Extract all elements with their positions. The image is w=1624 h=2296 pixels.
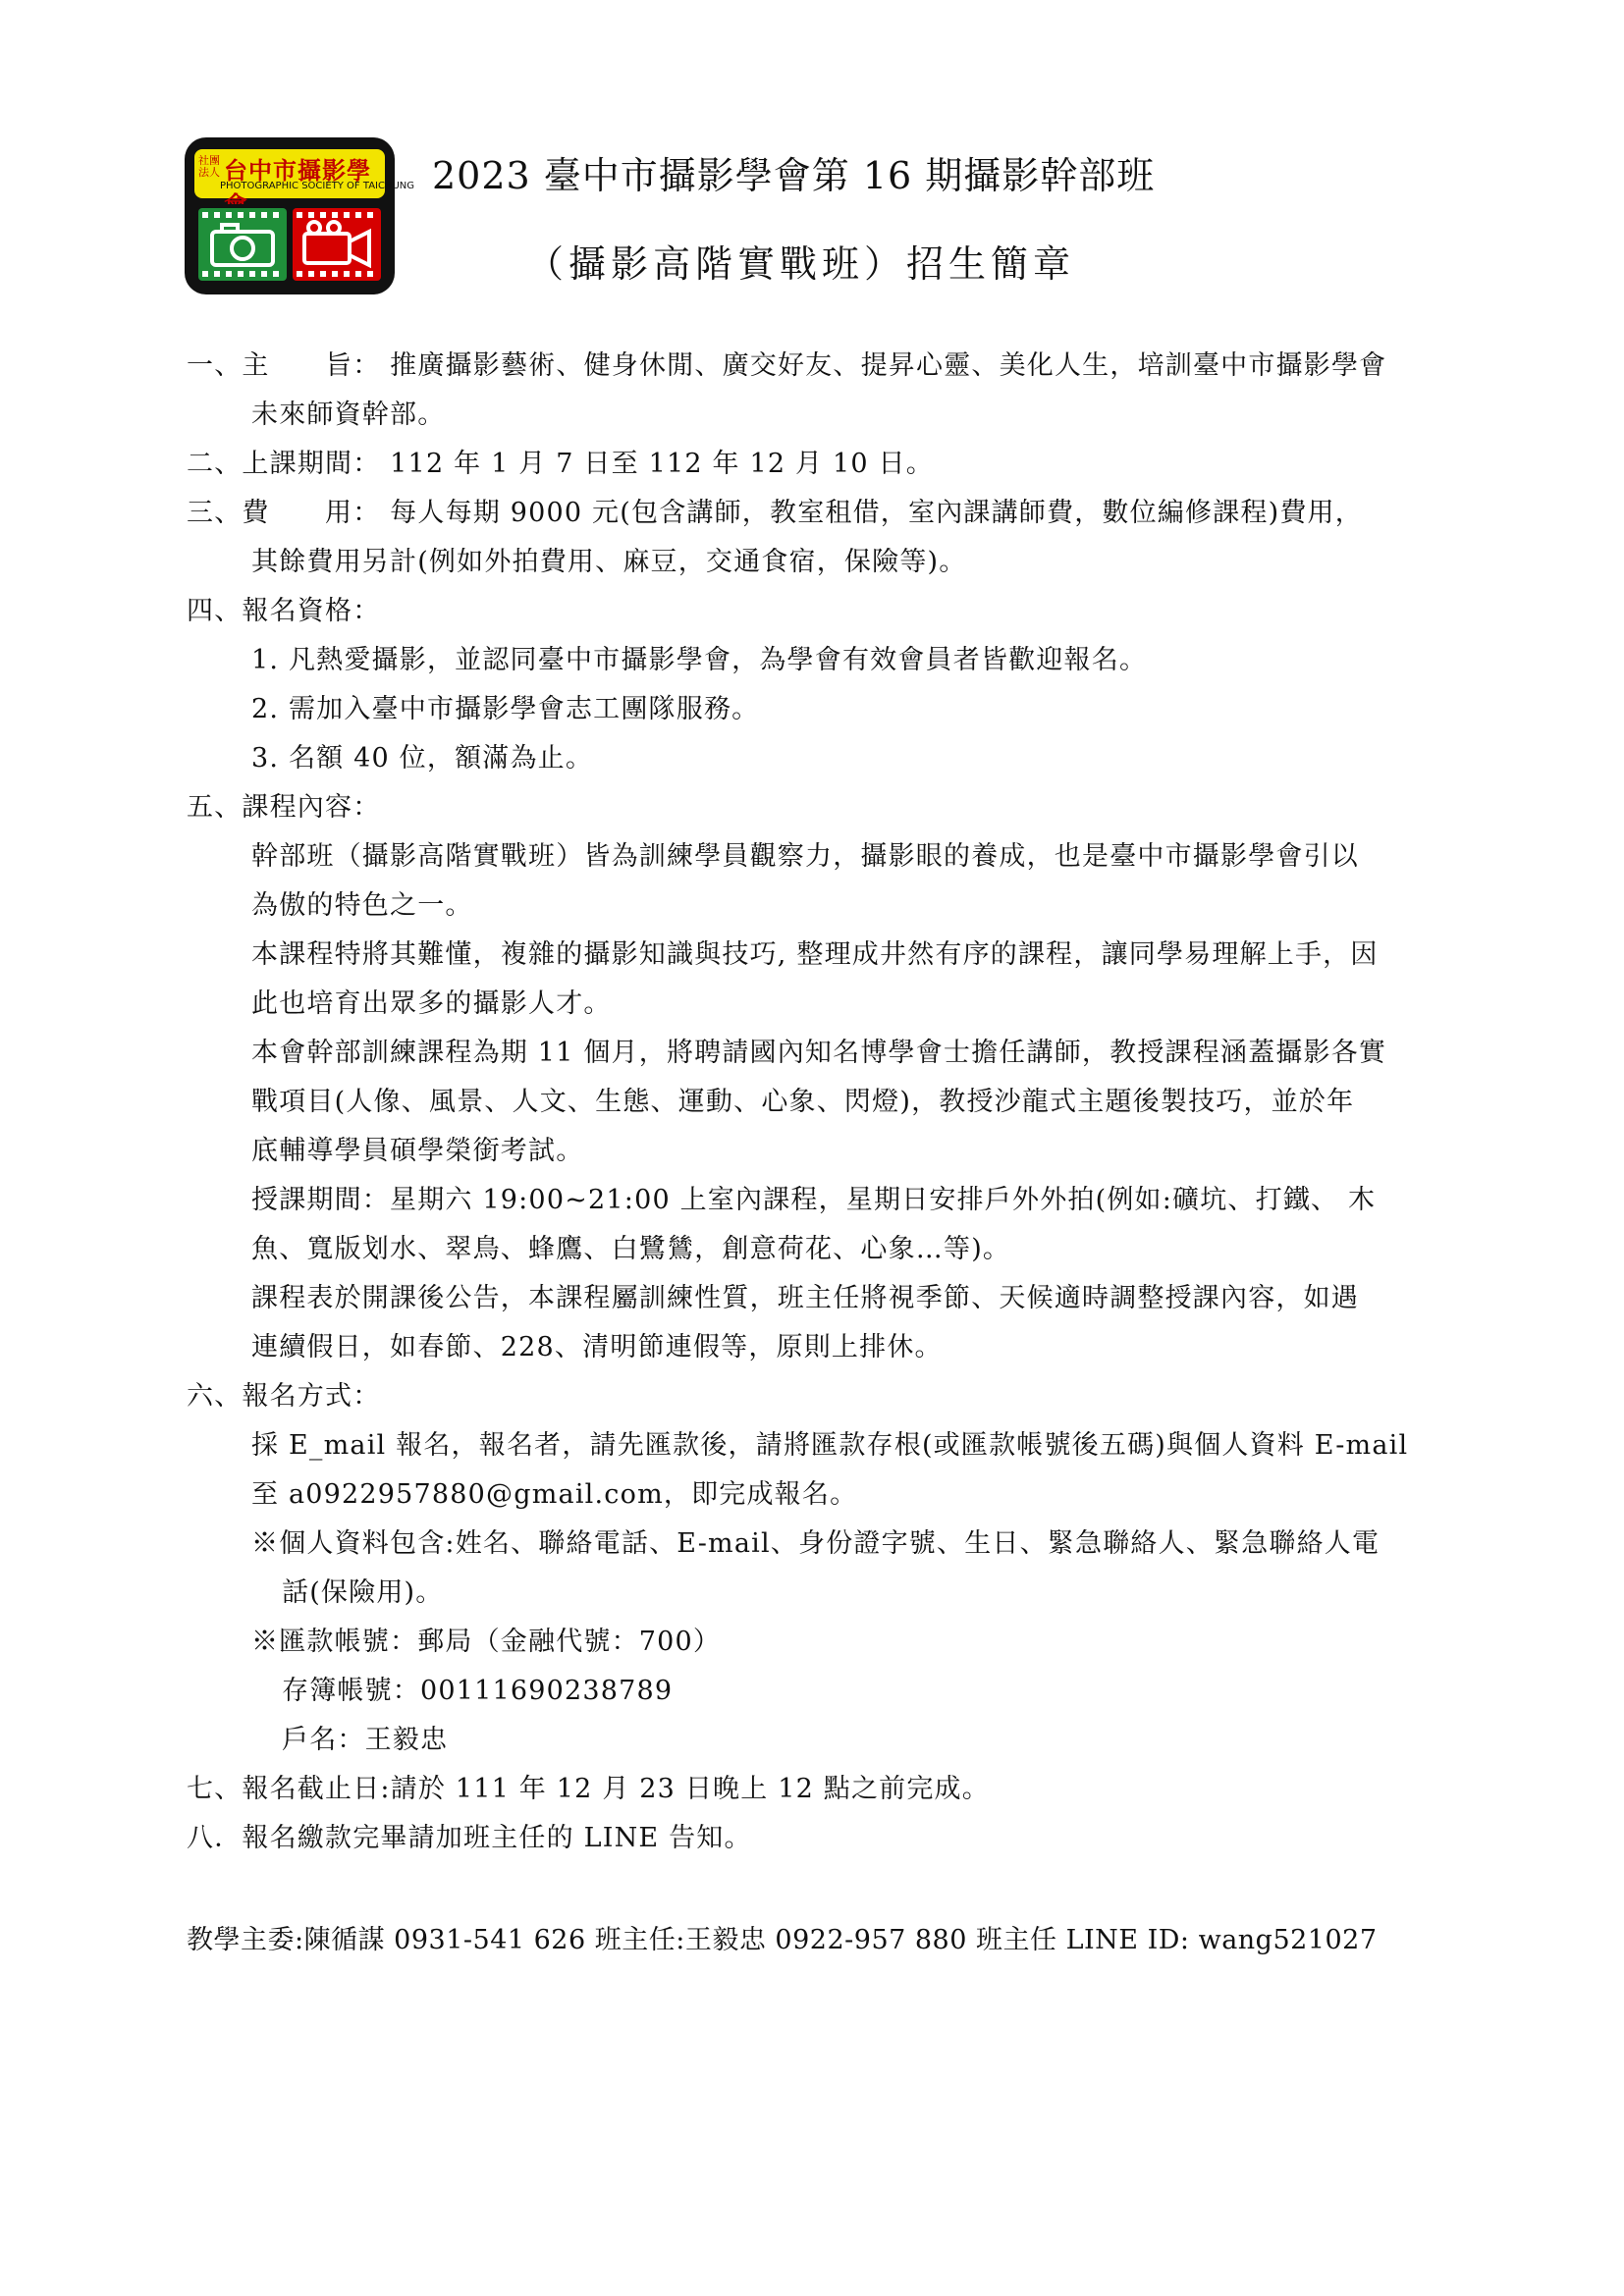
registration-account-holder: 戶名：王毅忠: [282, 1725, 449, 1755]
course-paragraph-5-cont: 連續假日，如春節、228、清明節連假等，原則上排休。: [251, 1332, 943, 1362]
section-registration: 六、報名方式：: [187, 1381, 381, 1412]
eligibility-item-3: 3. 名額 40 位，額滿為止。: [251, 743, 594, 774]
registration-paragraph-1-cont: 至 a0922957880@gmail.com，即完成報名。: [251, 1479, 858, 1510]
registration-paragraph-1: 採 E_mail 報名，報名者，請先匯款後，請將匯款存根(或匯款帳號後五碼)與個人資料 E-mail: [251, 1430, 1409, 1461]
eligibility-item-1: 1. 凡熱愛攝影，並認同臺中市攝影學會，為學會有效會員者皆歡迎報名。: [251, 645, 1148, 675]
course-paragraph-2: 本課程特將其難懂，複雜的攝影知識與技巧, 整理成井然有序的課程，讓同學易理解上手，因: [251, 939, 1379, 970]
course-paragraph-5: 課程表於開課後公告，本課程屬訓練性質，班主任將視季節、天候適時調整授課內容，如遇: [251, 1283, 1359, 1313]
film-strip-icon: [194, 204, 385, 285]
section-eligibility: 四、報名資格：: [187, 596, 381, 626]
logo-society-name: 台中市攝影學: [224, 157, 371, 185]
logo-org-type: 社團法人: [198, 154, 220, 179]
document-title-line2: （攝影高階實戰班）招生簡章: [526, 242, 1076, 286]
section-period: 二、上課期間： 112 年 1 月 7 日至 112 年 12 月 10 日。: [187, 449, 934, 479]
course-paragraph-4: 授課期間：星期六 19:00~21:00 上室內課程，星期日安排戶外外拍(例如:礦坑、打鐵、 木: [251, 1185, 1377, 1215]
registration-account-number: 存簿帳號：00111690238789: [282, 1676, 674, 1706]
section-deadline: 七、報名截止日:請於 111 年 12 月 23 日晚上 12 點之前完成。: [187, 1774, 990, 1804]
course-paragraph-1-cont: 為傲的特色之一。: [251, 890, 473, 921]
section-fee: 三、費 用： 每人每期 9000 元(包含講師，教室租借，室內課講師費，數位編修課程)費用，: [187, 498, 1363, 528]
course-paragraph-2-cont: 此也培育出眾多的攝影人才。: [251, 988, 612, 1019]
eligibility-item-2: 2. 需加入臺中市攝影學會志工團隊服務。: [251, 694, 760, 724]
section-purpose-cont: 未來師資幹部。: [251, 400, 446, 430]
section-purpose: 一、主 旨： 推廣攝影藝術、健身休閒、廣交好友、提昇心靈、美化人生，培訓臺中市攝影學會: [187, 350, 1387, 381]
section-line-notice: 八．報名繳款完畢請加班主任的 LINE 告知。: [187, 1823, 752, 1853]
registration-note-personal-info-cont: 話(保險用)。: [282, 1577, 444, 1608]
course-paragraph-4-cont: 魚、寬版划水、翠鳥、蜂鷹、白鷺鷥，創意荷花、心象…等)。: [251, 1234, 1011, 1264]
registration-note-personal-info: ※個人資料包含:姓名、聯絡電話、E-mail、身份證字號、生日、緊急聯絡人、緊急聯絡人電: [251, 1528, 1380, 1559]
logo-english-name: PHOTOGRAPHIC SOCIETY OF TAICHUNG: [220, 181, 415, 191]
document-title-line1: 2023 臺中市攝影學會第 16 期攝影幹部班: [432, 154, 1156, 197]
course-paragraph-1: 幹部班（攝影高階實戰班）皆為訓練學員觀察力，攝影眼的養成，也是臺中市攝影學會引以: [251, 841, 1359, 872]
course-paragraph-3: 本會幹部訓練課程為期 11 個月，將聘請國內知名博學會士擔任講師，教授課程涵蓋攝影各實: [251, 1038, 1387, 1068]
logo-banner: [194, 149, 415, 198]
course-paragraph-3-cont: 戰項目(人像、風景、人文、生態、運動、心象、閃燈)，教授沙龍式主題後製技巧，並於年: [251, 1087, 1355, 1117]
contact-footer: 教學主委:陳循謀 0931-541 626 班主任:王毅忠 0922-957 880 班主任 LINE ID: wang521027: [187, 1925, 1378, 1955]
society-logo: [185, 137, 415, 294]
course-paragraph-3-end: 底輔導學員碩學榮銜考試。: [251, 1136, 584, 1166]
registration-note-account: ※匯款帳號：郵局（金融代號：700）: [251, 1627, 722, 1657]
section-fee-cont: 其餘費用另計(例如外拍費用、麻豆，交通食宿，保險等)。: [251, 547, 967, 577]
section-course: 五、課程內容：: [187, 792, 381, 823]
